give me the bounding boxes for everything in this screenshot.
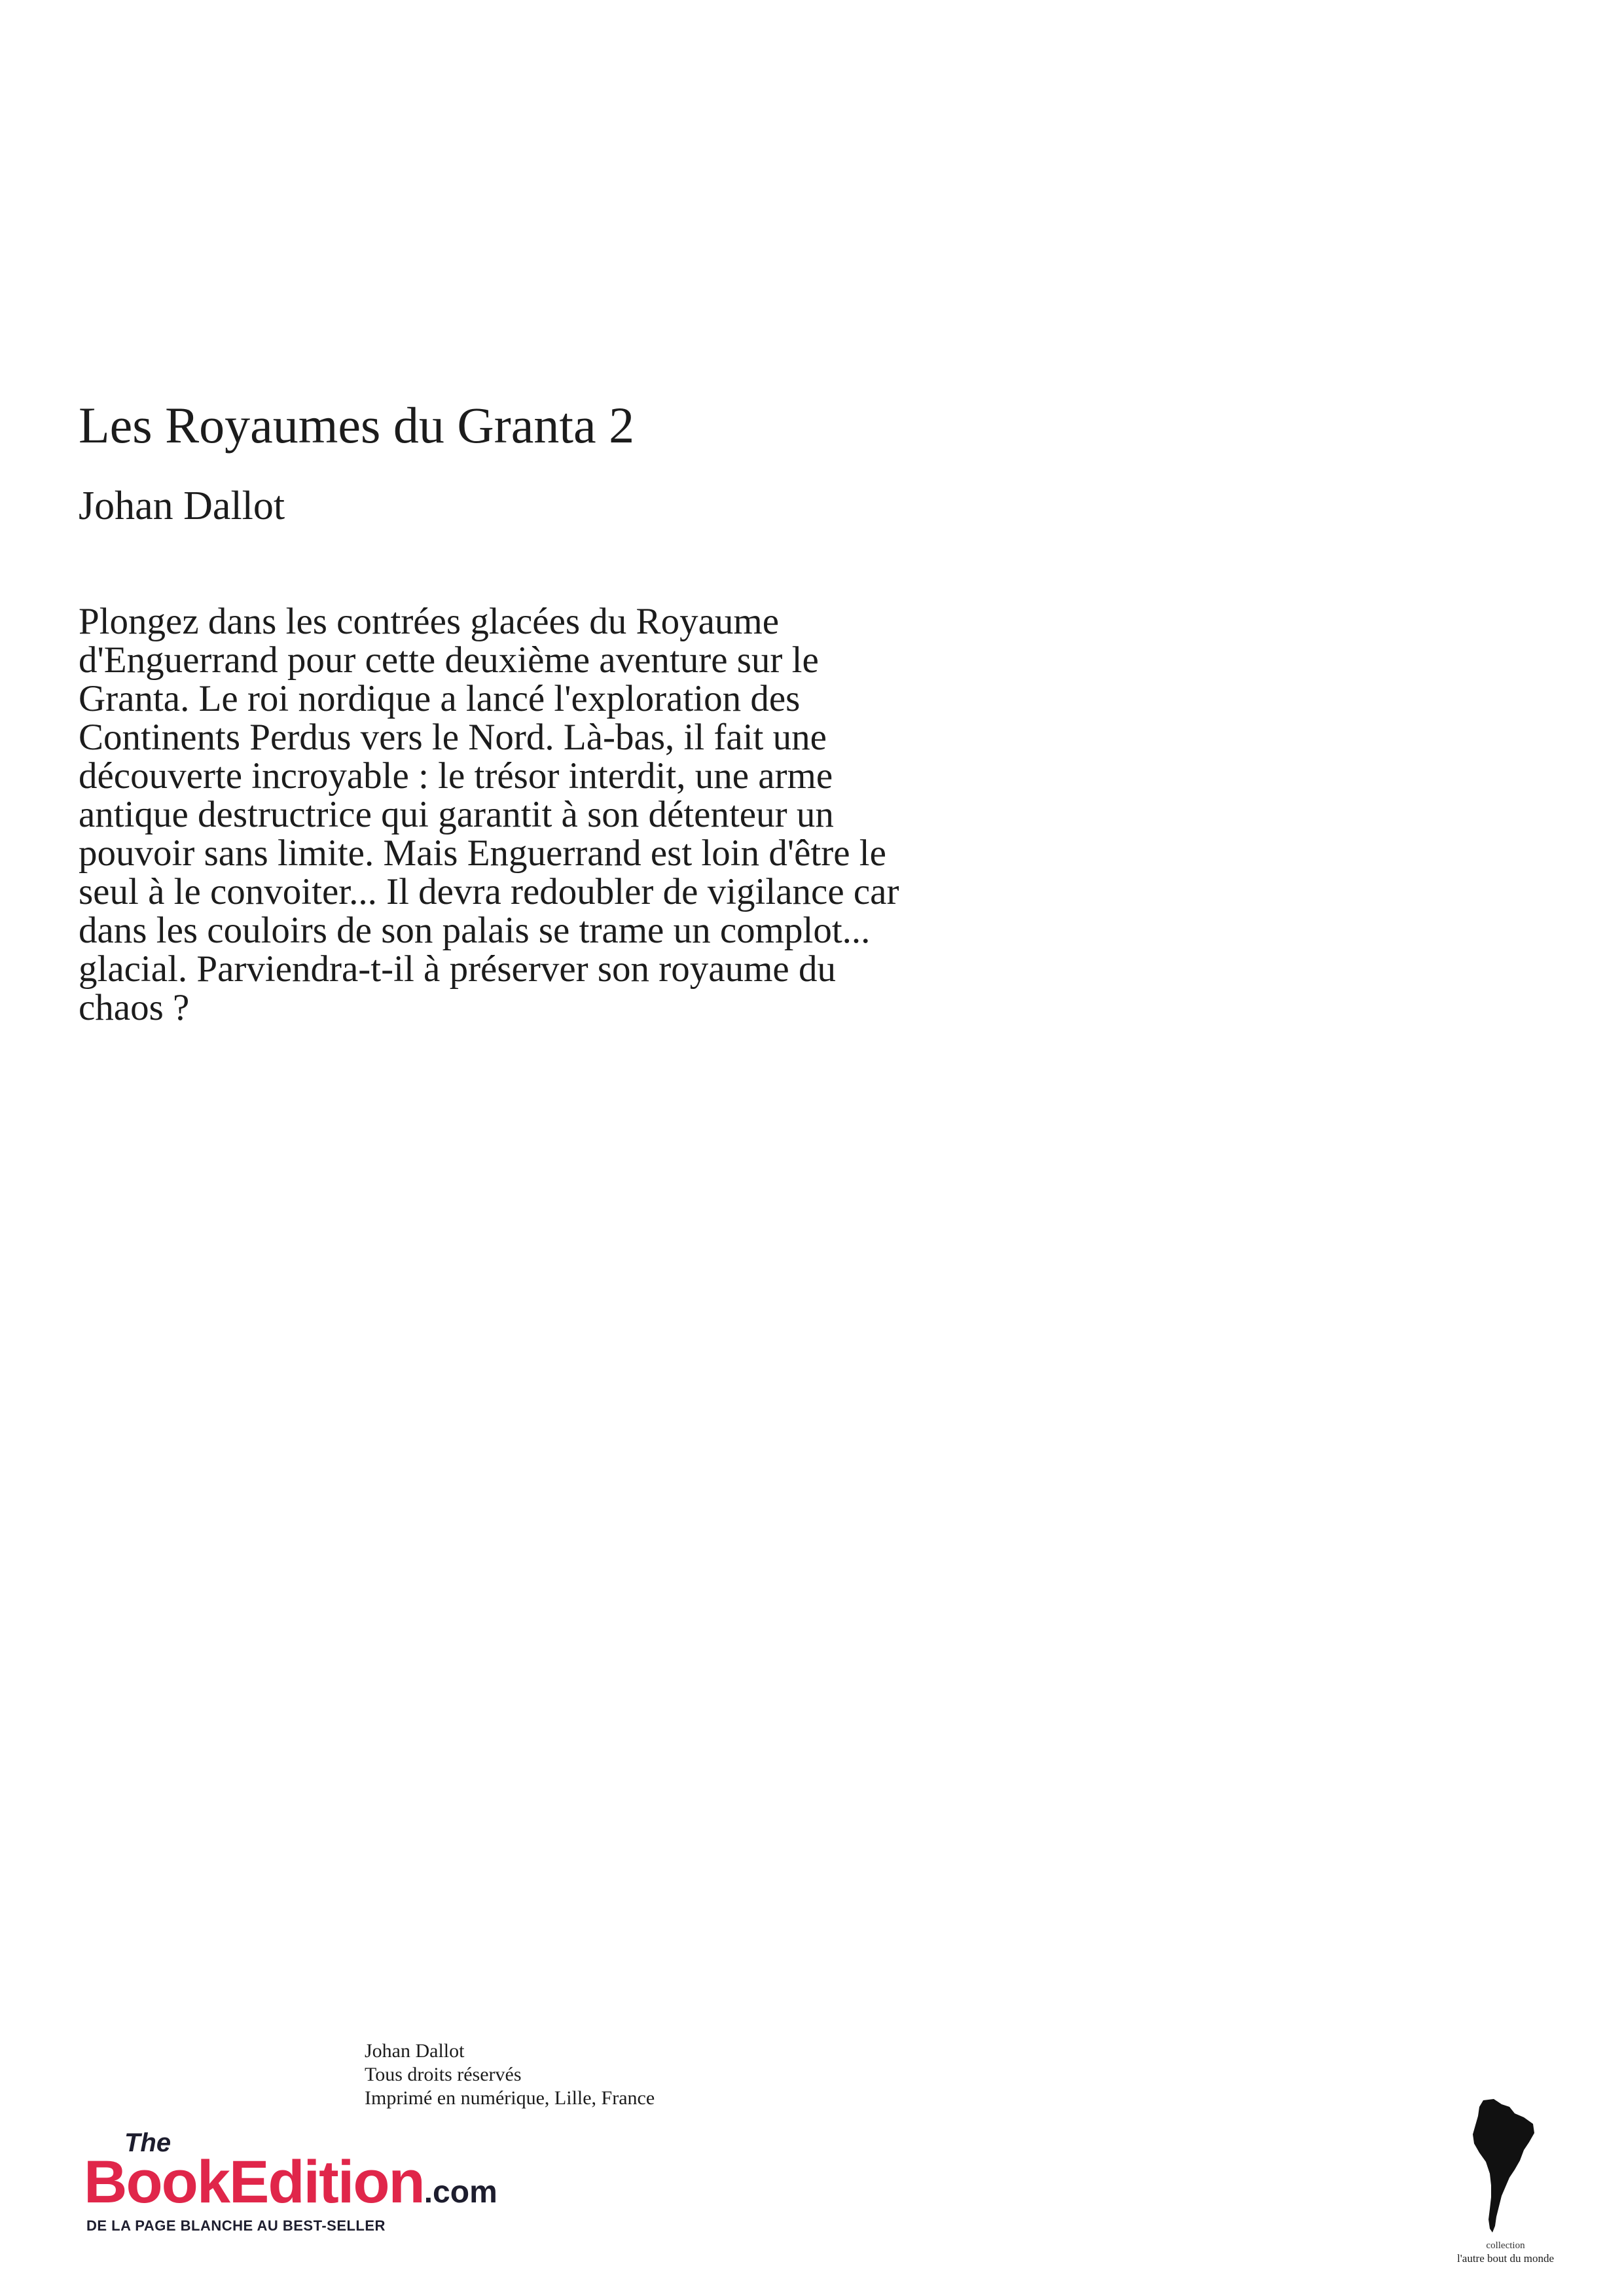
collection-label: collection bbox=[1486, 2240, 1525, 2251]
blurb-line: découverte incroyable : le trésor interdit, une arme bbox=[79, 755, 833, 797]
credits-printing: Imprimé en numérique, Lille, France bbox=[365, 2087, 655, 2109]
bookedition-logo-domain: .com bbox=[424, 2175, 497, 2210]
bookedition-logo-wordmark bbox=[84, 2149, 497, 2225]
copyright-notice bbox=[365, 2039, 655, 2110]
blurb-line: dans les couloirs de son palais se trame un complot... bbox=[79, 910, 871, 951]
south-america-map-icon bbox=[1471, 2098, 1537, 2235]
blurb-line: glacial. Parviendra-t-il à préserver son royaume du bbox=[79, 948, 836, 990]
credits-author: Johan Dallot bbox=[365, 2040, 465, 2062]
book-title: Les Royaumes du Granta 2 bbox=[79, 397, 635, 454]
blurb-line: Continents Perdus vers le Nord. Là-bas, il fait une bbox=[79, 717, 827, 758]
bookedition-logo-tagline: DE LA PAGE BLANCHE AU BEST-SELLER bbox=[86, 2217, 386, 2234]
blurb-line: d'Enguerrand pour cette deuxième aventure sur le bbox=[79, 639, 819, 681]
bookedition-logo-the: The bbox=[124, 2128, 171, 2157]
blurb-line: Granta. Le roi nordique a lancé l'exploration des bbox=[79, 678, 801, 719]
collection-logo bbox=[1427, 2098, 1584, 2265]
blurb-line: Plongez dans les contrées glacées du Royaume bbox=[79, 601, 780, 642]
blurb-line: antique destructrice qui garantit à son détenteur un bbox=[79, 794, 834, 835]
collection-name: l'autre bout du monde bbox=[1456, 2252, 1554, 2265]
bookedition-logo-brand: BookEdition bbox=[84, 2149, 424, 2215]
bookedition-logo bbox=[84, 2127, 497, 2245]
credits-rights: Tous droits réservés bbox=[365, 2064, 522, 2085]
blurb-line: seul à le convoiter... Il devra redoubler de vigilance car bbox=[79, 871, 899, 912]
blurb-line: chaos ? bbox=[79, 987, 190, 1028]
book-author: Johan Dallot bbox=[79, 484, 285, 528]
blurb-line: pouvoir sans limite. Mais Enguerrand est loin d'être le bbox=[79, 833, 886, 874]
book-blurb bbox=[79, 602, 1204, 1027]
